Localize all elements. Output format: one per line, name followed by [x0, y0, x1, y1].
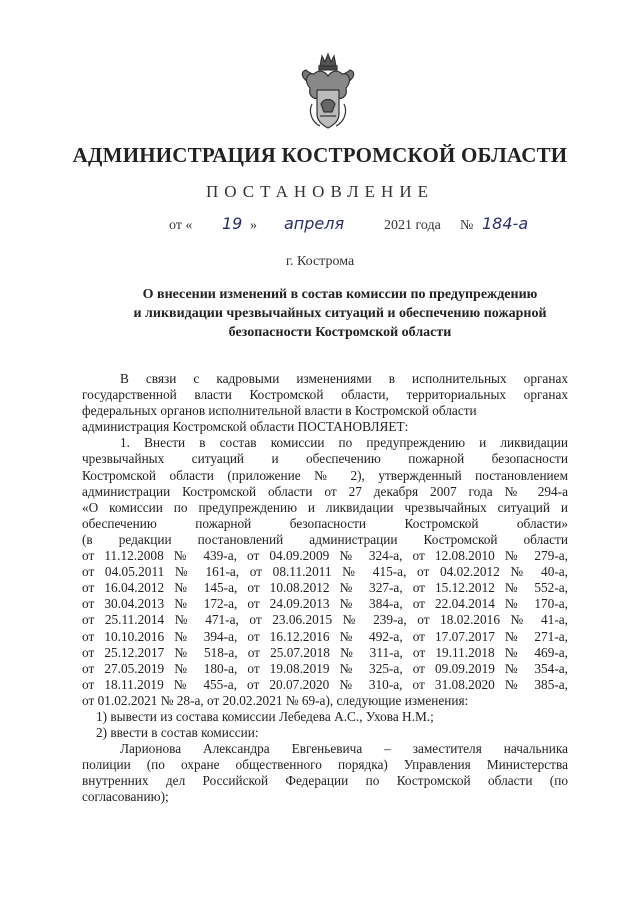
body-line: от 11.12.2008 № 439-а, от 04.09.2009 № 324-а, от 12.08.2010 № 279-а, — [82, 548, 568, 564]
document-body — [82, 371, 568, 806]
organization-title: АДМИНИСТРАЦИЯ КОСТРОМСКОЙ ОБЛАСТИ — [72, 143, 568, 167]
body-line: Костромской области (приложение № 2), утвержденный постановлением — [82, 467, 568, 483]
document-subject — [60, 285, 620, 342]
body-line: В связи с кадровыми изменениями в исполнительных органах — [120, 371, 568, 386]
body-line: обеспечению пожарной безопасности Костромской области» — [82, 515, 568, 531]
body-line: от 30.04.2013 № 172-а, от 24.09.2013 № 384-а, от 22.04.2014 № 170-а, — [82, 596, 568, 612]
document-type: ПОСТАНОВЛЕНИЕ — [205, 182, 434, 201]
date-day-handwritten: 19 — [222, 214, 243, 233]
subject-line: и ликвидации чрезвычайных ситуаций и обеспечению пожарной — [133, 306, 547, 321]
date-month-handwritten: апреля — [284, 214, 345, 233]
subject-line: О внесении изменений в состав комиссии по предупреждению — [142, 287, 538, 302]
body-line: 1. Внести в состав комиссии по предупреждению и ликвидации — [120, 435, 568, 451]
city: г. Кострома — [285, 254, 355, 269]
body-line: Ларионова Александра Евгеньевича – заместителя начальника — [120, 741, 568, 757]
body-line: от 04.05.2011 № 161-а, от 08.11.2011 № 415-а, от 04.02.2012 № 40-а, — [82, 564, 568, 580]
body-line: 2) ввести в состав комиссии: — [96, 725, 259, 741]
number-sign: № — [460, 218, 474, 233]
body-line: от 18.11.2019 № 455-а, от 20.07.2020 № 310-а, от 31.08.2020 № 385-а, — [82, 676, 568, 692]
subject-line: безопасности Костромской области — [228, 325, 452, 340]
body-line: администрация Костромской области ПОСТАНОВЛЯЕТ: — [82, 419, 409, 435]
body-line: (в редакции постановлений администрации Костромской области — [82, 531, 568, 547]
body-line: 1) вывести из состава комиссии Лебедева А.С., Ухова Н.М.; — [96, 708, 434, 724]
body-line: администрации Костромской области от 27 декабря 2007 года № 294-а — [82, 483, 568, 499]
body-line: внутренних дел Российской Федерации по Костромской области (по — [82, 773, 568, 789]
date-day-close: » — [250, 218, 257, 233]
body-line: чрезвычайных ситуаций и обеспечению пожарной безопасности — [82, 451, 568, 467]
document-number-handwritten: 184-а — [482, 214, 529, 233]
body-line: государственной власти Костромской области, территориальных органах — [82, 387, 568, 403]
body-line: «О комиссии по предупреждению и ликвидации чрезвычайных ситуаций и — [82, 499, 568, 515]
date-year: 2021 года — [384, 218, 441, 233]
body-line: от 25.11.2014 № 471-а, от 23.06.2015 № 239-а, от 18.02.2016 № 41-а, — [82, 612, 568, 628]
body-line: от 25.12.2017 № 518-а, от 25.07.2018 № 311-а, от 19.11.2018 № 469-а, — [82, 644, 568, 660]
body-line: согласованию); — [82, 789, 169, 805]
body-line: федеральных органов исполнительной власти в Костромской области — [82, 403, 477, 419]
date-from-prefix: от « — [169, 218, 193, 233]
body-line: от 01.02.2021 № 28-а, от 20.02.2021 № 69-а), следующие изменения: — [82, 692, 469, 708]
body-line: от 10.10.2016 № 394-а, от 16.12.2016 № 492-а, от 17.07.2017 № 271-а, — [82, 628, 568, 644]
body-line: от 16.04.2012 № 145-а, от 10.08.2012 № 327-а, от 15.12.2012 № 552-а, — [82, 580, 568, 596]
coat-of-arms-emblem — [298, 52, 358, 134]
body-line: от 27.05.2019 № 180-а, от 19.08.2019 № 325-а, от 09.09.2019 № 354-а, — [82, 660, 568, 676]
body-line: полиции (по охране общественного порядка) Управления Министерства — [82, 757, 568, 773]
